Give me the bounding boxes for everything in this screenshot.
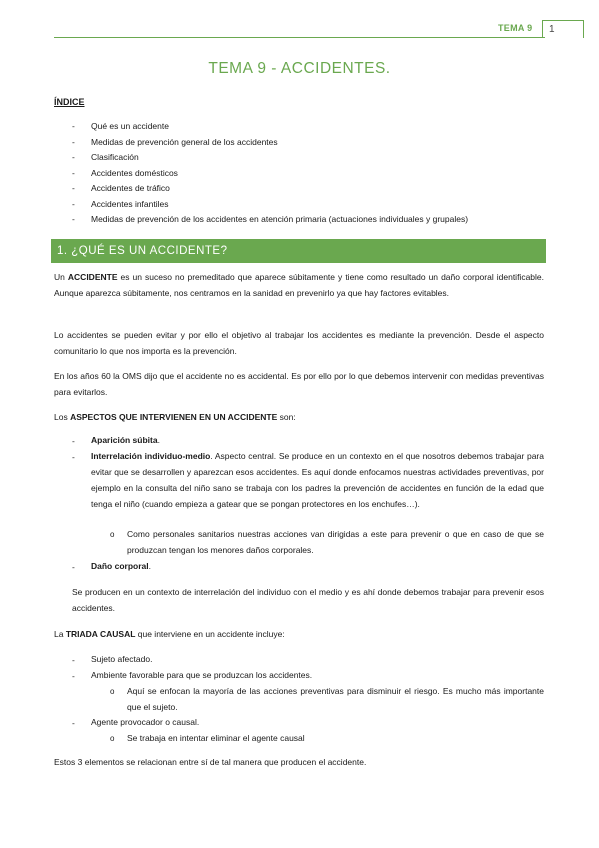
section-heading: 1. ¿QUÉ ES UN ACCIDENTE? xyxy=(51,239,546,263)
aspect-item xyxy=(91,448,544,512)
page-title: TEMA 9 - ACCIDENTES. xyxy=(208,60,391,77)
text: es un suceso no premeditado que aparece súbitamente y tiene como resultado un daño corporal identificable. Aunque aparezca súbitamente, nos centramos en la sanidad en prevenirlo ya que hay factores evitables. xyxy=(54,272,544,298)
triad-item: Ambiente favorable para que se produzcan los accidentes. xyxy=(91,670,313,680)
triad-intro xyxy=(54,626,544,642)
circle-bullet: o xyxy=(110,687,115,696)
circle-bullet: o xyxy=(110,734,115,743)
dash-marker: - xyxy=(72,436,75,446)
bold-term: ASPECTOS QUE INTERVIENEN EN UN ACCIDENTE xyxy=(70,412,278,422)
circle-bullet: o xyxy=(110,530,115,539)
page-number: 1 xyxy=(542,20,584,38)
index-item: - Qué es un accidente xyxy=(72,121,468,137)
prevention-paragraph: Lo accidentes se pueden evitar y por ello el objetivo al trabajar los accidentes es mediante la prevención. Desde el aspecto comunitario lo que nos importa es la prevención. xyxy=(54,330,544,356)
aspect-item xyxy=(91,558,544,574)
bold-term: Daño corporal xyxy=(91,561,149,571)
index-item: - Accidentes de tráfico xyxy=(72,183,468,199)
oms-paragraph: En los años 60 la OMS dijo que el accidente no es accidental. Es por ello por lo que debemos intervenir con medidas preventivas para evitarlos. xyxy=(54,371,544,397)
header-topic-label: TEMA 9 xyxy=(498,23,533,33)
text: son: xyxy=(277,412,296,422)
text: La xyxy=(54,629,66,639)
dash-marker: - xyxy=(72,452,75,462)
index-item: - Accidentes infantiles xyxy=(72,199,468,215)
triad-item: Sujeto afectado. xyxy=(91,654,153,664)
text: Los xyxy=(54,412,71,422)
text: . xyxy=(157,435,160,445)
index-item: - Medidas de prevención general de los accidentes xyxy=(72,137,468,153)
context-paragraph: Se producen en un contexto de interrelación del individuo con el medio y es ahí donde debemos trabajar para prevenir esos accidentes. xyxy=(72,587,544,613)
aspects-intro xyxy=(54,409,544,425)
index-list xyxy=(72,121,468,230)
dash-marker: - xyxy=(72,655,75,665)
aspect-subitem: Como personales sanitarios nuestras acciones van dirigidas a este para prevenir o que en caso de que se produzcan tengan los menores daños corporales. xyxy=(127,529,544,555)
index-heading: ÍNDICE xyxy=(54,97,85,107)
closing-paragraph: Estos 3 elementos se relacionan entre sí de tal manera que producen el accidente. xyxy=(54,757,367,767)
index-item: - Accidentes domésticos xyxy=(72,168,468,184)
index-item: - Clasificación xyxy=(72,152,468,168)
bold-term: TRIADA CAUSAL xyxy=(65,629,136,639)
dash-marker: - xyxy=(72,671,75,681)
aspect-item xyxy=(91,432,544,448)
text: . xyxy=(148,561,151,571)
triad-subitem: Se trabaja en intentar eliminar el agente causal xyxy=(127,733,305,743)
text: Un xyxy=(54,272,68,282)
text: que interviene en un accidente incluye: xyxy=(135,629,285,639)
triad-subitem: Aquí se enfocan la mayoría de las acciones preventivas para disminuir el riesgo. Es mucho más importante que el sujeto. xyxy=(127,686,544,712)
header-rule xyxy=(54,37,545,38)
dash-marker: - xyxy=(72,718,75,728)
definition-paragraph xyxy=(54,269,544,301)
dash-marker: - xyxy=(72,562,75,572)
bold-term: Interrelación individuo-medio xyxy=(91,451,211,461)
bold-term: ACCIDENTE xyxy=(67,272,118,282)
index-item: - Medidas de prevención de los accidentes en atención primaria (actuaciones individuales y grupales) xyxy=(72,214,468,230)
triad-item: Agente provocador o causal. xyxy=(91,717,200,727)
bold-term: Aparición súbita xyxy=(91,435,158,445)
text: . Aspecto central. Se produce en un contexto en el que nosotros debemos trabajar para evitar que se desarrollen y aparezcan esos accidentes. Es aquí donde enfocamos nuestras actividades preventivas, por ejemplo en la consulta del niño sano se trabaja con los padres la prevención de accidentes en función de la edad que tenga el niño (cuando empieza a gatear que se pongan protectores en los enchufes…). xyxy=(91,451,544,509)
